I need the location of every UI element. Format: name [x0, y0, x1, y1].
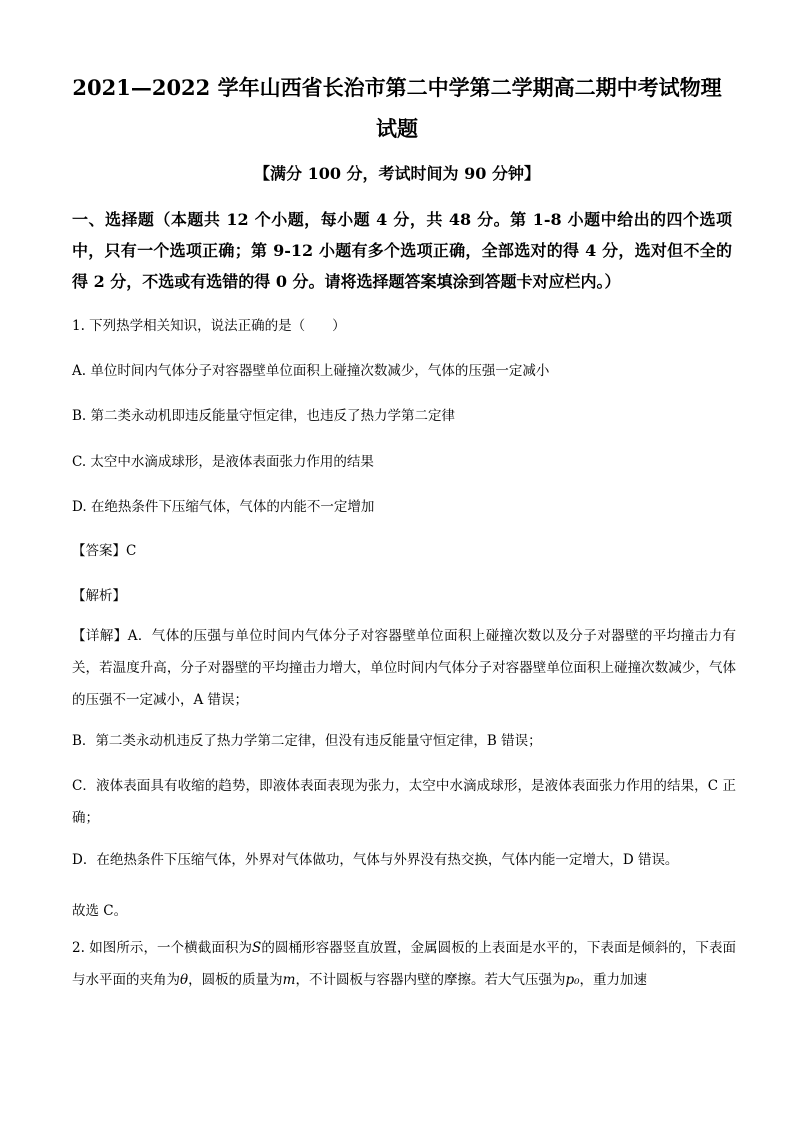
- page-title-line2: 试题: [376, 116, 418, 141]
- question-1-option-a: A. 单位时间内气体分子对容器壁单位面积上碰撞次数减少，气体的压强一定减小: [72, 363, 550, 379]
- page-title-line1: 2021—2022 学年山西省长治市第二中学第二学期高二期中考试物理: [72, 75, 722, 100]
- q2-text-1: 2. 如图所示，一个横截面积为: [72, 940, 253, 956]
- question-2-stem: [72, 932, 736, 996]
- exam-info: 【满分 100 分，考试时间为 90 分钟】: [254, 164, 540, 183]
- var-m: m: [282, 972, 296, 988]
- detail-tag: 【详解】: [72, 628, 128, 644]
- detail-c: C．液体表面具有收缩的趋势，即液体表面表现为张力，太空中水滴成球形，是液体表面张力作用的结果，C 正确；: [72, 778, 736, 826]
- q2-text-5: ，重力加速: [579, 972, 648, 988]
- var-theta: θ: [180, 972, 189, 988]
- answer-tag: 【答案】: [72, 543, 126, 559]
- analysis-tag: 【解析】: [72, 588, 126, 604]
- detail-a: [72, 620, 736, 716]
- q2-text-3: ，圆板的质量为: [188, 972, 283, 988]
- section-instructions: 一、选择题（本题共 12 个小题，每小题 4 分，共 48 分。第 1-8 小题中给出的四个选项中，只有一个选项正确；第 9-12 小题有多个选项正确，全部选对的得 4 分，选对但不全的得 2 分，不选或有选错的得 0 分。请将选择题答案填涂到答题卡对应栏内。）: [72, 210, 732, 291]
- detail-a-text: A．气体的压强与单位时间内气体分子对容器壁单位面积上碰撞次数以及分子对器壁的平均撞击力有关，若温度升高，分子对器壁的平均撞击力增大，单位时间内气体分子对容器壁单位面积上碰撞次数减少，气体的压强不一定减小，A 错误；: [72, 628, 737, 708]
- answer-value: C: [126, 543, 137, 559]
- answer-line: [72, 539, 732, 559]
- detail-b: B．第二类永动机违反了热力学第二定律，但没有违反能量守恒定律，B 错误；: [72, 733, 542, 749]
- var-p0: p₀: [565, 972, 580, 988]
- question-1-option-d: D. 在绝热条件下压缩气体，气体的内能不一定增加: [72, 499, 375, 515]
- q2-text-4: ，不计圆板与容器内壁的摩擦。若大气压强为: [295, 972, 566, 988]
- question-1-stem: 1. 下列热学相关知识，说法正确的是（ ）: [72, 318, 346, 334]
- conclusion: 故选 C。: [72, 903, 128, 919]
- detail-d: D．在绝热条件下压缩气体，外界对气体做功，气体与外界没有热交换，气体内能一定增大，D 错误。: [72, 852, 679, 868]
- question-1-option-b: B. 第二类永动机即违反能量守恒定律，也违反了热力学第二定律: [72, 408, 456, 424]
- q2-text-2: 的圆桶形容器竖直放置，金属圆板的上表面是水平的，下表面是倾斜的，下表面与水平面的夹角为: [72, 940, 737, 988]
- question-1-option-c: C. 太空中水滴成球形，是液体表面张力作用的结果: [72, 454, 374, 470]
- var-s: S: [252, 940, 262, 956]
